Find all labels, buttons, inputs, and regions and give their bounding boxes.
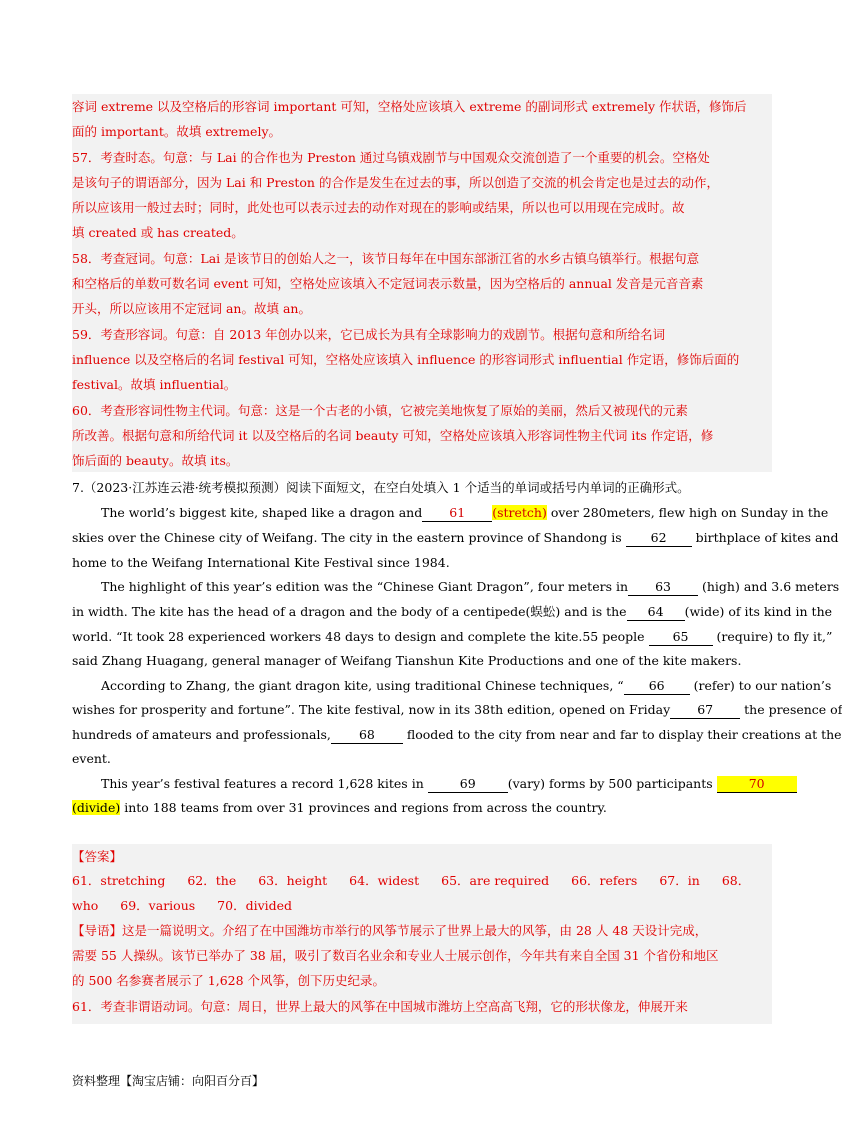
explanation-60: 60．考查形容词性物主代词。句意：这是一个古老的小镇，它被完美地恢复了原始的美丽，然后又被现代的元素 — [72, 403, 688, 418]
blank-68[interactable]: 68 — [331, 727, 403, 744]
answer-label: 【答案】 — [72, 849, 123, 864]
answer-69: 69．various — [120, 898, 196, 913]
explanation-line: 开头，所以应该用不定冠词 an。故填 an。 — [72, 301, 311, 316]
answer-68-number: 68． — [721, 873, 751, 888]
explanation-line: 填 created 或 has created。 — [72, 225, 244, 240]
passage-line: The world’s biggest kite, shaped like a dragon and 61 (stretch) over 280meters, flew high on Sunday in the — [101, 505, 829, 520]
explanation-58: 58．考查冠词。句意：Lai 是该节日的创始人之一，该节日每年在中国东部浙江省的水乡古镇乌镇举行。根据句意 — [72, 251, 700, 266]
passage-line: said Zhang Huagang, general manager of Weifang Tianshun Kite Productions and one of the kite makers. — [72, 653, 742, 668]
blank-69[interactable]: 69 — [428, 776, 508, 793]
hint-70: (divide) — [72, 800, 121, 815]
answer-64: 64．widest — [349, 873, 420, 888]
answer-68: who — [72, 898, 99, 913]
answer-67: 67．in — [659, 873, 700, 888]
passage-line: The highlight of this year’s edition was the “Chinese Giant Dragon”, four meters in 63 (high) and 3.6 meters — [101, 579, 840, 594]
answer-66: 66．refers — [571, 873, 638, 888]
blank-63[interactable]: 63 — [628, 579, 698, 596]
page-footer: 资料整理【淘宝店铺：向阳百分百】 — [72, 1074, 265, 1088]
blank-67[interactable]: 67 — [670, 702, 740, 719]
answer-62: 62．the — [187, 873, 237, 888]
passage-line: According to Zhang, the giant dragon kite, using traditional Chinese techniques, “ 66 (refer) to our nation’s — [101, 678, 832, 693]
guide-line: 需要 55 人操纵。该节已举办了 38 届，吸引了数百名业余和专业人士展示创作，今年共有来自全国 31 个省份和地区 — [72, 948, 719, 963]
passage-line: wishes for prosperity and fortune”. The kite festival, now in its 38th edition, opened on Friday 67 the presence of — [72, 702, 842, 717]
passage-line: world. “It took 28 experienced workers 48 days to design and complete the kite.55 people 65 (require) to fly it,” — [72, 629, 833, 644]
guide-line: 的 500 名参赛者展示了 1,628 个风筝，创下历史纪录。 — [72, 973, 386, 988]
answer-63: 63．height — [258, 873, 328, 888]
question-header: 7.（2023·江苏连云港·统考模拟预测）阅读下面短文，在空白处填入 1 个适当的单词或括号内单词的正确形式。 — [72, 480, 690, 495]
answer-row — [72, 898, 772, 914]
answer-row — [72, 873, 772, 889]
answer-70: 70．divided — [217, 898, 293, 913]
explanation-57: 57．考查时态。句意：与 Lai 的合作也为 Preston 通过乌镇戏剧节与中国观众交流创造了一个重要的机会。空格处 — [72, 150, 710, 165]
guide-line: 【导语】这是一篇说明文。介绍了在中国潍坊市举行的风筝节展示了世界上最大的风筝，由 28 人 48 天设计完成， — [72, 923, 708, 938]
blank-70[interactable]: 70 — [717, 776, 797, 793]
explanation-61: 61．考查非谓语动词。句意：周日，世界上最大的风筝在中国城市潍坊上空高高飞翔，它的形状像龙，伸展开来 — [72, 999, 688, 1014]
blank-62[interactable]: 62 — [626, 530, 692, 547]
blank-64[interactable]: 64 — [627, 604, 685, 621]
passage-line: (divide) into 188 teams from over 31 provinces and regions from across the country. — [72, 800, 607, 815]
passage-line: home to the Weifang International Kite Festival since 1984. — [72, 555, 450, 570]
explanation-line: 所以应该用一般过去时；同时，此处也可以表示过去的动作对现在的影响或结果，所以也可以用现在完成时。故 — [72, 200, 685, 215]
answer-61: 61．stretching — [72, 873, 166, 888]
passage-line: in width. The kite has the head of a dragon and the body of a centipede(蜈蚣) and is the 64 (wide) of its kind in the — [72, 604, 833, 619]
explanation-line: influence 以及空格后的名词 festival 可知，空格处应该填入 influence 的形容词形式 influential 作定语，修饰后面的 — [72, 352, 740, 367]
explanation-line: 和空格后的单数可数名词 event 可知，空格处应该填入不定冠词表示数量，因为空格后的 annual 发音是元音音素 — [72, 276, 704, 291]
explanation-line: 饰后面的 beauty。故填 its。 — [72, 453, 239, 468]
passage-line: This year’s festival features a record 1,628 kites in 69 (vary) forms by 500 participants 70 — [101, 776, 772, 793]
passage-line: skies over the Chinese city of Weifang. The city in the eastern province of Shandong is 62 birthplace of kites and — [72, 530, 839, 545]
blank-61[interactable]: 61 — [422, 505, 492, 522]
explanation-line: 所改善。根据句意和所给代词 it 以及空格后的名词 beauty 可知，空格处应该填入形容词性物主代词 its 作定语，修 — [72, 428, 714, 443]
blank-65[interactable]: 65 — [649, 629, 713, 646]
passage-line: event. — [72, 751, 111, 766]
hint-61: (stretch) — [492, 505, 547, 520]
blank-66[interactable]: 66 — [624, 678, 690, 695]
explanation-line: 是该句子的谓语部分，因为 Lai 和 Preston 的合作是发生在过去的事，所以创造了交流的机会肯定也是过去的动作， — [72, 175, 719, 190]
explanation-line: festival。故填 influential。 — [72, 377, 237, 392]
explanation-line: 容词 extreme 以及空格后的形容词 important 可知，空格处应该填入 extreme 的副词形式 extremely 作状语，修饰后 — [72, 99, 747, 114]
explanation-line: 面的 important。故填 extremely。 — [72, 124, 282, 139]
answer-65: 65．are required — [441, 873, 550, 888]
passage-line: hundreds of amateurs and professionals, 68 flooded to the city from near and far to display their creations at the — [72, 727, 842, 742]
explanation-59: 59．考查形容词。句意：自 2013 年创办以来，它已成长为具有全球影响力的戏剧节。根据句意和所给名词 — [72, 327, 666, 342]
